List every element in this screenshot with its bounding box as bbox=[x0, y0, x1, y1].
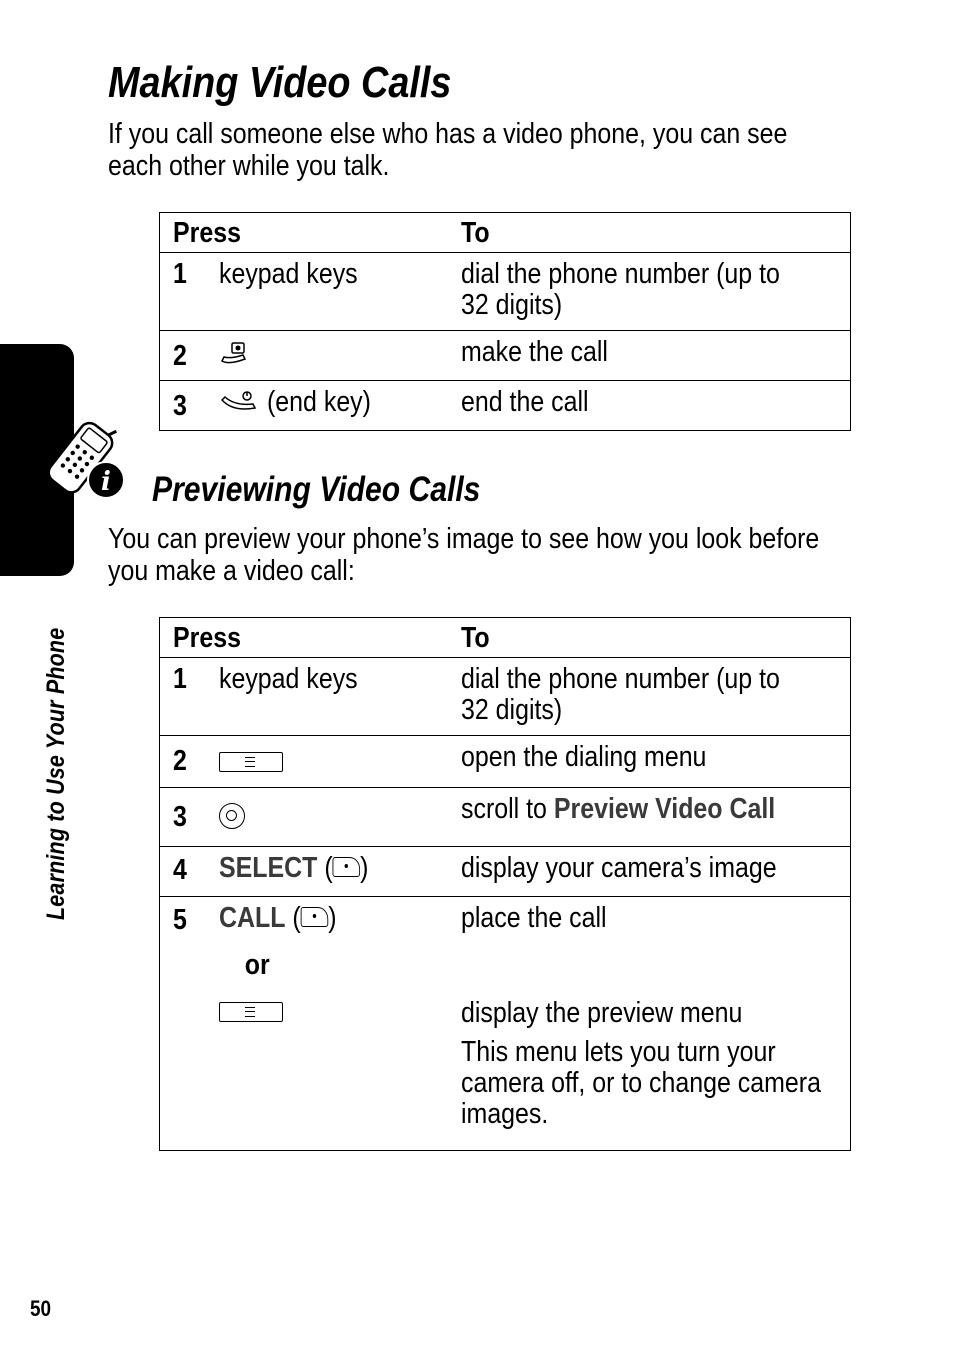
step-to: end the call bbox=[461, 381, 851, 431]
menu-term: Preview Video Call bbox=[553, 793, 775, 825]
step-press: keypad keys bbox=[219, 658, 461, 736]
menu-key-icon bbox=[219, 752, 283, 772]
step-number: 1 bbox=[160, 658, 219, 736]
or-word: or bbox=[244, 949, 270, 981]
table-row bbox=[160, 847, 851, 897]
header-press: Press bbox=[160, 618, 461, 658]
table-header-row bbox=[160, 213, 851, 253]
table-row bbox=[160, 658, 851, 736]
step-to: dial the phone number (up to 32 digits) bbox=[461, 253, 851, 331]
step-press: (end key) bbox=[219, 381, 461, 431]
table-row bbox=[160, 788, 851, 847]
table-row bbox=[160, 253, 851, 331]
intro-paragraph: You can preview your phone’s image to see how you look before you make a video call: bbox=[108, 523, 820, 587]
step-number: 3 bbox=[160, 381, 219, 431]
step-press bbox=[219, 788, 461, 847]
intro-paragraph: If you call someone else who has a video phone, you can see each other while you talk. bbox=[108, 118, 788, 182]
menu-key-icon bbox=[219, 1002, 283, 1022]
step-press: keypad keys bbox=[219, 253, 461, 331]
step-to: scroll to Preview Video Call bbox=[461, 788, 851, 847]
step-press: CALL ( ) or bbox=[219, 897, 461, 1151]
side-section-label: Learning to Use Your Phone bbox=[42, 627, 70, 920]
right-soft-key-icon bbox=[300, 907, 328, 927]
step-to: place the call display the preview menu This menu lets you turn your camera off, or to change camera images. bbox=[461, 897, 851, 1151]
step-number: 4 bbox=[160, 847, 219, 897]
step-press bbox=[219, 331, 461, 381]
step-number: 3 bbox=[160, 788, 219, 847]
header-to: To bbox=[461, 618, 851, 658]
step-press: SELECT ( ) bbox=[219, 847, 461, 897]
phone-info-icon bbox=[40, 418, 130, 502]
table-header-row bbox=[160, 618, 851, 658]
table-row bbox=[160, 381, 851, 431]
svg-text:i: i bbox=[101, 467, 111, 497]
step-press bbox=[219, 736, 461, 788]
preview-steps-table bbox=[159, 617, 851, 1151]
table-row bbox=[160, 736, 851, 788]
step-to: open the dialing menu bbox=[461, 736, 851, 788]
right-soft-key-icon bbox=[332, 857, 360, 877]
table-row bbox=[160, 897, 851, 1151]
step-number: 2 bbox=[160, 331, 219, 381]
video-send-key-icon bbox=[219, 341, 249, 365]
call-term: CALL bbox=[218, 902, 286, 934]
step-number: 1 bbox=[160, 253, 219, 331]
select-term: SELECT bbox=[218, 852, 317, 884]
table-row bbox=[160, 331, 851, 381]
header-press: Press bbox=[160, 213, 461, 253]
step-number: 5 bbox=[160, 897, 219, 1151]
page-number: 50 bbox=[30, 1296, 52, 1321]
step-to: display your camera’s image bbox=[461, 847, 851, 897]
step-to: dial the phone number (up to 32 digits) bbox=[461, 658, 851, 736]
step-to: make the call bbox=[461, 331, 851, 381]
header-to: To bbox=[461, 213, 851, 253]
end-key-icon bbox=[219, 390, 259, 416]
step-number: 2 bbox=[160, 736, 219, 788]
page-title: Making Video Calls bbox=[108, 58, 452, 107]
video-call-steps-table bbox=[159, 212, 851, 431]
nav-key-icon bbox=[219, 803, 245, 829]
section-title: Previewing Video Calls bbox=[152, 470, 481, 509]
